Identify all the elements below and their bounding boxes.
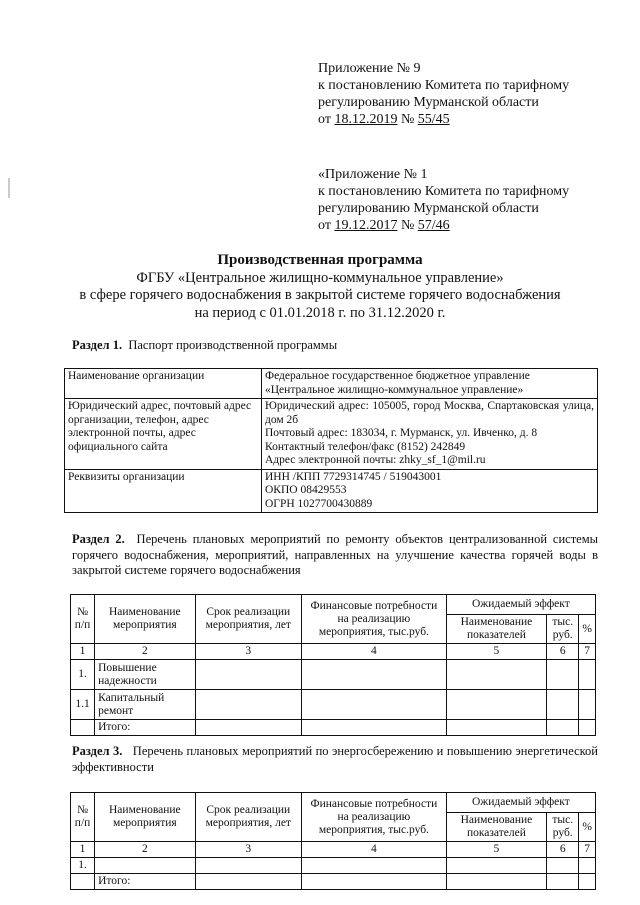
row-num: 1. <box>71 858 95 874</box>
col-term: Срок реализации мероприятия, лет <box>195 793 301 842</box>
row-num <box>71 874 95 890</box>
section1-heading: Раздел 1. Паспорт производственной программы <box>72 338 338 352</box>
col-finance: Финансовые потребности на реализацию мероприятия, тыс.руб. <box>302 793 447 842</box>
row-name: Капитальный ремонт <box>95 690 195 720</box>
table-row: 1 2 3 4 5 6 7 <box>71 644 596 660</box>
repair-measures-table <box>70 594 596 736</box>
title-line3: в сфере горячего водоснабжения в закрытой системе горячего водоснабжения <box>79 287 561 303</box>
program-title <box>0 252 640 322</box>
row-num: 1.1 <box>71 690 95 720</box>
row-name: Повышение надежности <box>95 660 195 690</box>
col-effect: Ожидаемый эффект <box>446 595 595 615</box>
passport-value: ИНН /КПП 7729314745 / 519043001 ОКПО 08429553 ОГРН 1027700430889 <box>262 469 598 513</box>
table-row <box>71 858 596 874</box>
col-name: Наименование мероприятия <box>95 793 195 842</box>
row-name <box>95 858 195 874</box>
row-num: 1. <box>71 660 95 690</box>
col-pct: % <box>579 615 596 644</box>
table-row <box>65 469 598 513</box>
row-name: Итого: <box>95 874 195 890</box>
section2-heading: Раздел 2. Перечень плановых мероприятий по ремонту объектов централизованной системы горячего водоснабжения, мероприятий, направленных на улучшение качества горячей воды в закрытой системе горячего водоснабжения <box>72 532 599 577</box>
annex-1-date-line: от 19.12.2017 № 57/46 <box>318 218 450 233</box>
annex-1-line1: «Приложение № 1 <box>318 167 428 182</box>
table-row <box>71 660 596 690</box>
annex-9-number: 55/45 <box>417 112 450 127</box>
annex-1-date: 19.12.2017 <box>334 218 398 233</box>
table-row <box>65 369 598 399</box>
table-row <box>71 690 596 720</box>
margin-mark <box>8 178 10 198</box>
col-num: № п/п <box>71 793 95 842</box>
section3-heading: Раздел 3. Перечень плановых мероприятий по энергосбережению и повышению энергетической эффективности <box>72 744 598 774</box>
title-line2: ФГБУ «Центральное жилищно-коммунальное управление» <box>136 269 504 286</box>
annex-9-block <box>318 60 569 128</box>
passport-key: Юридический адрес, почтовый адрес организации, телефон, адрес электронной почты, адрес официального сайта <box>65 399 262 470</box>
annex-9-date: 18.12.2019 <box>334 112 398 127</box>
passport-value: Федеральное государственное бюджетное управление «Центральное жилищно-коммунальное управление» <box>262 369 598 399</box>
col-thous: тыс. руб. <box>547 615 579 644</box>
row-num <box>71 720 95 736</box>
annex-9-line3: регулированию Мурманской области <box>318 95 539 110</box>
passport-key: Наименование организации <box>65 369 262 399</box>
col-term: Срок реализации мероприятия, лет <box>195 595 301 644</box>
table-row <box>71 874 596 890</box>
passport-value: Юридический адрес: 105005, город Москва, Спартаковская улица, дом 2б Почтовый адрес: 183034, г. Мурманск, ул. Ивченко, д. 8 Контактный телефон/факс (8152) 242849 Адрес электронной почты: zhky_sf_1@mil.ru <box>262 399 598 470</box>
passport-key: Реквизиты организации <box>65 469 262 513</box>
annex-9-line1: Приложение № 9 <box>318 61 421 76</box>
col-pct: % <box>579 813 596 842</box>
title-line4: на период с 01.01.2018 г. по 31.12.2020 г. <box>194 304 446 321</box>
table-row: 1 2 3 4 5 6 7 <box>71 842 596 858</box>
col-finance: Финансовые потребности на реализацию мероприятия, тыс.руб. <box>302 595 447 644</box>
col-effect: Ожидаемый эффект <box>446 793 595 813</box>
annex-1-line2: к постановлению Комитета по тарифному <box>318 184 570 199</box>
col-name: Наименование мероприятия <box>95 595 195 644</box>
passport-table <box>64 368 598 513</box>
annex-1-number: 57/46 <box>417 218 450 233</box>
table-row <box>71 720 596 736</box>
annex-9-date-line: от 18.12.2019 № 55/45 <box>318 112 450 127</box>
col-indicator: Наименование показателей <box>446 813 546 842</box>
energy-measures-table <box>70 792 596 890</box>
annex-9-line2: к постановлению Комитета по тарифному <box>318 78 570 93</box>
title-line1: Производственная программа <box>217 252 423 268</box>
col-indicator: Наименование показателей <box>446 615 546 644</box>
row-name: Итого: <box>95 720 195 736</box>
table-row <box>65 399 598 470</box>
annex-1-block <box>318 166 569 234</box>
col-thous: тыс. руб. <box>547 813 579 842</box>
col-num: № п/п <box>71 595 95 644</box>
annex-1-line3: регулированию Мурманской области <box>318 201 539 216</box>
